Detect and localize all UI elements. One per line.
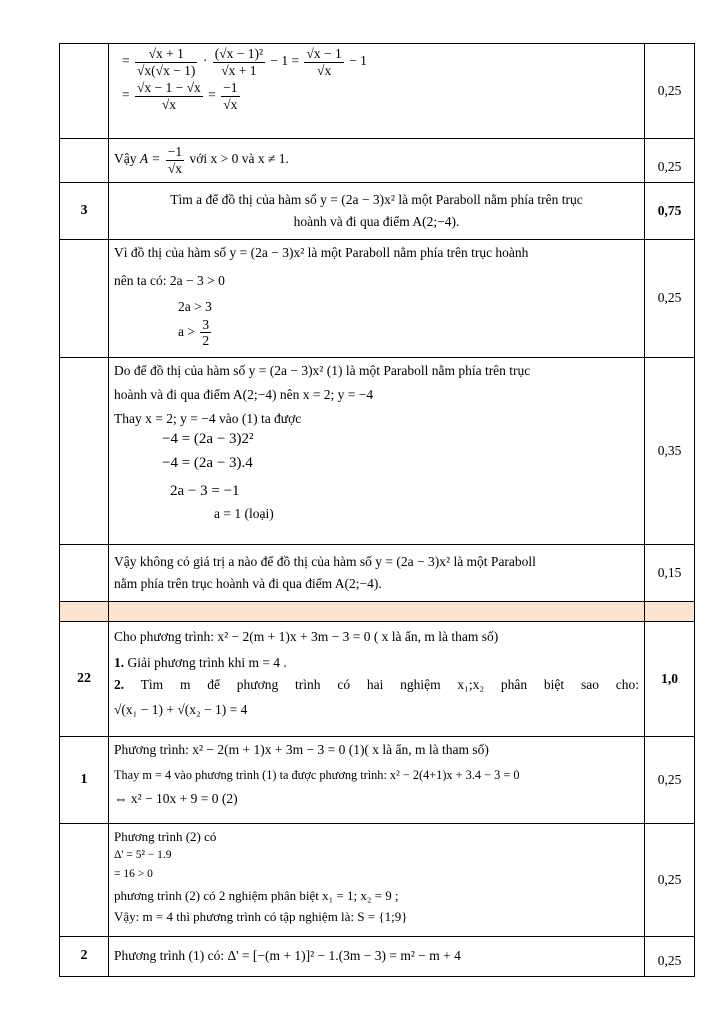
score-cell: 0,25 <box>645 44 695 139</box>
fraction: $\frac{√x - 1 - √x}{√x}$ <box>137 80 201 112</box>
problem-text-line: hoành và đi qua điểm A(2;−4). <box>293 214 460 229</box>
item-number-cell: 1 <box>60 737 109 824</box>
math-line: a > $\frac{3}{2}$ <box>178 316 210 349</box>
text-line: phương trình (2) có 2 nghiệm phân biệt x₁ = 1; x₂ = 9 ; <box>114 887 399 903</box>
text-line: Vậy không có giá trị a nào để đồ thị của hàm số y = (2a − 3)x² là một Paraboll <box>114 553 536 569</box>
fraction: $\frac{-1}{√x}$ <box>167 144 183 176</box>
table-row <box>60 183 695 240</box>
math-line: Vậy A = $\frac{-1}{√x}$ với x > 0 và x ≠ 1. <box>114 144 289 176</box>
math-line: = 16 > 0 <box>114 868 153 881</box>
table-row <box>60 824 695 937</box>
content-cell <box>109 824 645 937</box>
fraction: $\frac{√x - 1}{√x}$ <box>306 46 342 78</box>
problem-text-line: Tìm a để đồ thị của hàm số y = (2a − 3)x² là một Paraboll nằm phía trên trục <box>170 191 583 207</box>
item-number-cell <box>60 545 109 602</box>
fraction: $\frac{√x + 1}{√x(√x - 1)}$ <box>137 46 196 78</box>
content-cell <box>109 183 645 240</box>
math-line: ⇔ x² − 10x + 9 = 0 (2) <box>114 790 238 806</box>
text-line: Vậy: m = 4 thì phương trình có tập nghiệm là: S = {1;9} <box>114 909 408 925</box>
table-row <box>60 44 695 139</box>
math-line: Δ' = 5² − 1.9 <box>114 848 172 861</box>
fraction: $\frac{\text{(√x − 1)²}}{√x + 1}$ <box>214 46 263 78</box>
item-number-cell <box>60 139 109 183</box>
item-number-cell <box>60 240 109 358</box>
table-row <box>60 737 695 824</box>
math-line: −4 = (2a − 3)2² <box>162 430 254 447</box>
text-line: Thay x = 2; y = −4 vào (1) ta được <box>114 411 302 427</box>
problem-text-line: 1. Giải phương trình khi m = 4 . <box>114 655 287 671</box>
content-cell <box>109 44 645 139</box>
problem-text-line: 2. Tìm m để phương trình có hai nghiệm x₁;x₂ phân biệt sao cho: <box>114 677 639 693</box>
score-cell: 0,75 <box>645 183 695 240</box>
item-number-cell: 3 <box>60 183 109 240</box>
math-line: √(x₁ − 1) + √(x₂ − 1) = 4 <box>114 701 248 717</box>
text-line: Vì đồ thị của hàm số y = (2a − 3)x² là một Paraboll nằm phía trên trục hoành <box>114 245 529 260</box>
content-cell <box>109 545 645 602</box>
table-row <box>60 545 695 602</box>
math-line: a = 1 (loại) <box>214 506 274 522</box>
problem-text-line: Cho phương trình: x² − 2(m + 1)x + 3m − 3 = 0 ( x là ẩn, m là tham số) <box>114 629 499 644</box>
math-line: −4 = (2a − 3).4 <box>162 454 253 471</box>
content-cell <box>109 240 645 358</box>
math-line: = $\frac{√x - 1 - √x}{√x}$ = $\frac{-1}{√x}$ <box>122 80 238 112</box>
fraction: $\frac{3}{2}$ <box>202 316 210 349</box>
math-line: 2a − 3 = −1 <box>170 483 240 500</box>
content-cell <box>109 937 645 977</box>
text-line: Thay m = 4 vào phương trình (1) ta được phương trình: x² − 2(4+1)x + 3.4 − 3 = 0 <box>114 768 520 783</box>
table-row <box>60 139 695 183</box>
fraction: $\frac{-1}{√x}$ <box>223 80 238 112</box>
score-cell: 0,25 <box>645 824 695 937</box>
score-cell: 0,15 <box>645 545 695 602</box>
section-separator <box>60 602 695 622</box>
text-line: Phương trình (2) có <box>114 829 217 844</box>
solution-table <box>59 43 695 977</box>
content-cell <box>109 139 645 183</box>
table-row <box>60 358 695 545</box>
content-cell <box>109 358 645 545</box>
score-cell: 0,35 <box>645 358 695 545</box>
item-number-cell: 2 <box>60 937 109 977</box>
math-line: 2a > 3 <box>178 299 212 315</box>
table-row <box>60 240 695 358</box>
math-line: = $\frac{√x + 1}{√x(√x - 1)}$ · $\frac{\text{(√x − 1)²}}{√x + 1}$ − 1 = $\frac{√x - 1}{√x}$ − 1 <box>122 46 367 78</box>
item-number-cell <box>60 358 109 545</box>
score-cell: 0,25 <box>645 937 695 977</box>
table-row <box>60 937 695 977</box>
score-cell: 0,25 <box>645 240 695 358</box>
score-cell: 0,25 <box>645 737 695 824</box>
content-cell <box>109 622 645 737</box>
text-line: nên ta có: 2a − 3 > 0 <box>114 273 225 289</box>
score-cell: 1,0 <box>645 622 695 737</box>
content-cell <box>109 737 645 824</box>
score-cell: 0,25 <box>645 139 695 183</box>
text-line: hoành và đi qua điểm A(2;−4) nên x = 2; y = −4 <box>114 387 374 403</box>
table-row <box>60 622 695 737</box>
text-line: Phương trình: x² − 2(m + 1)x + 3m − 3 = 0 (1)( x là ẩn, m là tham số) <box>114 742 489 757</box>
item-number-cell <box>60 824 109 937</box>
text-line: Do để đồ thị của hàm số y = (2a − 3)x² (1) là một Paraboll nằm phía trên trục <box>114 363 531 378</box>
text-line: nằm phía trên trục hoành và đi qua điểm A(2;−4). <box>114 576 382 591</box>
math-line: Phương trình (1) có: Δ' = [−(m + 1)]² − 1.(3m − 3) = m² − m + 4 <box>114 948 461 964</box>
item-number-cell <box>60 44 109 139</box>
item-number-cell: 22 <box>60 622 109 737</box>
